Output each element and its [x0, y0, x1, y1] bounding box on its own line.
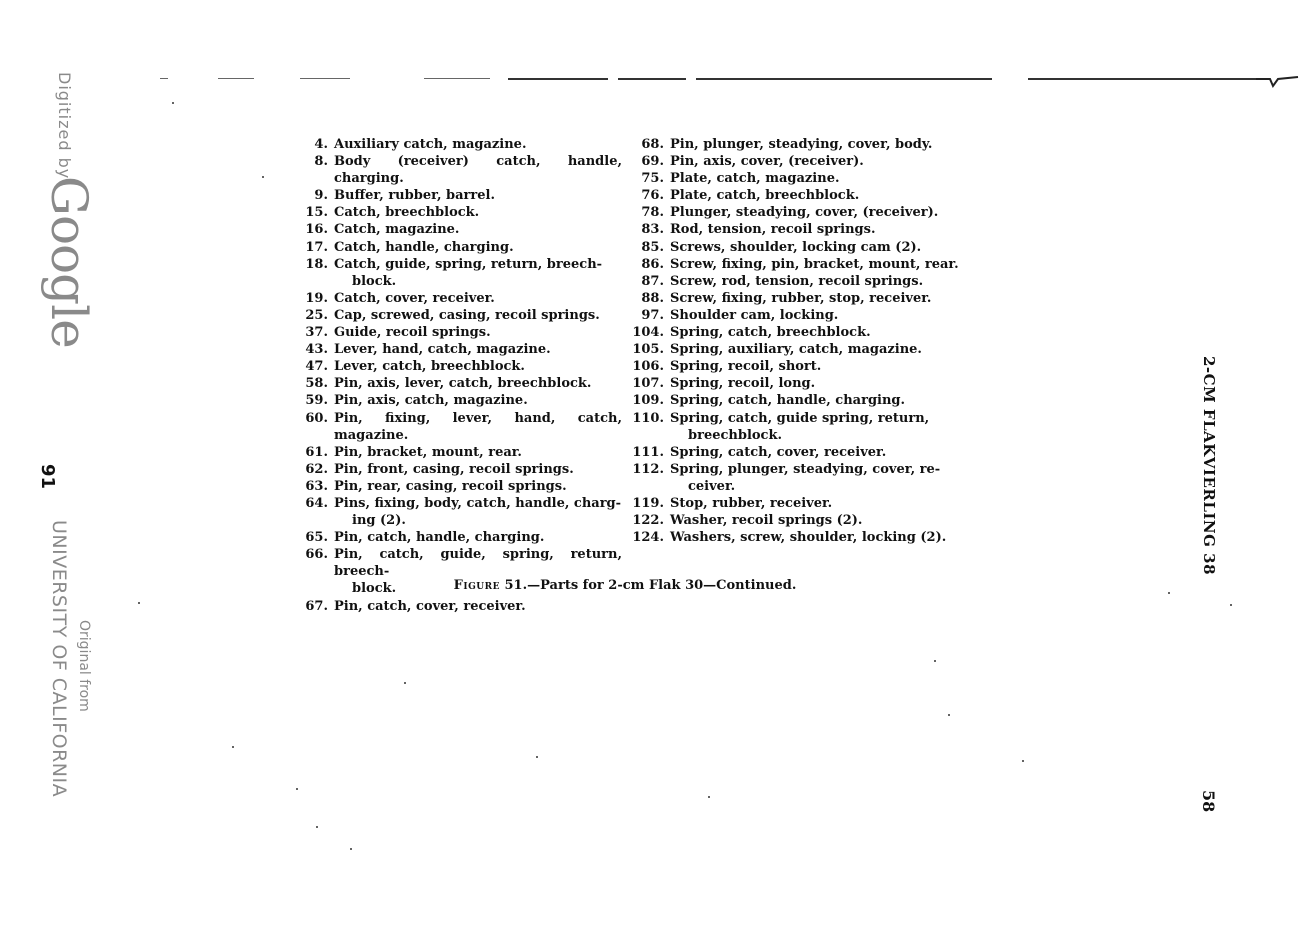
part-description: Pin, bracket, mount, rear. [334, 444, 522, 460]
part-description: Pin, catch, guide, spring, return, breech- [334, 547, 622, 580]
parts-list-item [630, 358, 966, 375]
part-description: Plate, catch, magazine. [670, 171, 840, 187]
parts-list-item [296, 478, 622, 495]
parts-list-item [296, 598, 622, 615]
part-number: 9. [314, 188, 328, 204]
parts-list-item [296, 444, 622, 461]
part-description-continuation: block. [352, 581, 397, 597]
part-description: Screw, fixing, rubber, stop, receiver. [670, 290, 932, 306]
part-number: 4. [314, 137, 328, 152]
scan-speck [350, 848, 352, 850]
page-number-left: 91 [37, 464, 58, 490]
part-number: 122. [632, 513, 664, 529]
part-description: Washers, screw, shoulder, locking (2). [670, 530, 947, 546]
top-rule-segment [696, 78, 992, 80]
part-description: Spring, catch, handle, charging. [670, 393, 906, 409]
parts-list-item [630, 239, 966, 256]
part-description: Catch, guide, spring, return, breech- [334, 256, 603, 272]
part-number: 119. [632, 495, 664, 511]
digitized-by-text: Digitized by [55, 72, 74, 180]
part-number: 58. [305, 376, 328, 392]
part-description: Plate, catch, breechblock. [670, 188, 860, 204]
parts-list-item [296, 392, 622, 409]
parts-list-item [296, 529, 622, 546]
parts-list-item-continuation [630, 478, 966, 495]
parts-list-item [630, 495, 966, 512]
part-description: Spring, recoil, short. [670, 359, 822, 375]
part-description: Pin, rear, casing, recoil springs. [334, 478, 567, 494]
part-number: 85. [641, 239, 664, 255]
part-number: 112. [632, 461, 664, 477]
part-number: 25. [305, 307, 328, 323]
part-description: Spring, catch, breechblock. [670, 325, 871, 341]
part-description: Catch, magazine. [334, 222, 460, 238]
scan-speck [138, 602, 140, 604]
part-description: Pin, catch, handle, charging. [334, 530, 545, 546]
scan-speck [296, 788, 298, 790]
part-description: Spring, plunger, steadying, cover, re- [670, 461, 941, 477]
part-number: 43. [305, 342, 328, 358]
top-rule-segment [218, 78, 254, 79]
part-description: Lever, catch, breechblock. [334, 359, 525, 375]
scan-speck [404, 682, 406, 684]
part-number: 19. [305, 290, 328, 306]
scan-speck [1230, 604, 1232, 606]
parts-list-item [296, 136, 622, 153]
parts-list-item-continuation [296, 273, 622, 290]
parts-list-item [296, 461, 622, 478]
part-description-continuation: block. [352, 273, 397, 289]
part-number: 106. [632, 359, 664, 375]
part-number: 37. [305, 325, 328, 341]
part-description: Cap, screwed, casing, recoil springs. [334, 307, 600, 323]
parts-list-item [630, 221, 966, 238]
parts-list-item [630, 410, 966, 427]
part-description: Plunger, steadying, cover, (receiver). [670, 205, 939, 221]
scan-speck [934, 660, 936, 662]
part-description: Auxiliary catch, magazine. [334, 137, 527, 152]
parts-list-item [630, 153, 966, 170]
page-number-right: 58 [1199, 790, 1218, 813]
part-number-spacer [630, 478, 670, 495]
parts-list-item [296, 341, 622, 358]
scan-speck [232, 746, 234, 748]
part-description: Catch, handle, charging. [334, 239, 514, 255]
top-rule-segment [508, 78, 608, 80]
parts-list-item [296, 256, 622, 273]
part-description: Spring, catch, cover, receiver. [670, 444, 887, 460]
parts-list-left-column [296, 136, 622, 615]
scan-speck [172, 102, 174, 104]
top-rule-segment [618, 78, 686, 80]
parts-list-item [296, 358, 622, 375]
part-number: 17. [305, 239, 328, 255]
parts-list-item [630, 375, 966, 392]
part-number-spacer [630, 427, 670, 444]
part-description: Lever, hand, catch, magazine. [334, 342, 551, 358]
part-number-spacer [296, 512, 334, 529]
part-number: 97. [641, 307, 664, 323]
part-description: Pin, axis, lever, catch, breechblock. [334, 376, 592, 392]
part-description: Rod, tension, recoil springs. [670, 222, 876, 238]
parts-list-item [630, 444, 966, 461]
scan-speck [316, 826, 318, 828]
parts-list-item [296, 324, 622, 341]
figure-label: Figure [453, 578, 500, 593]
parts-list-item [630, 273, 966, 290]
parts-list-item [630, 204, 966, 221]
parts-list-right-column [630, 136, 966, 546]
part-number: 83. [641, 222, 664, 238]
part-number: 78. [641, 205, 664, 221]
scan-speck [708, 796, 710, 798]
part-number: 62. [305, 461, 328, 477]
parts-list-item [296, 204, 622, 221]
part-number: 87. [641, 273, 664, 289]
scan-speck [948, 714, 950, 716]
parts-list-item [296, 375, 622, 392]
parts-list-item [630, 307, 966, 324]
part-number: 104. [632, 325, 664, 341]
part-description: Screw, fixing, pin, bracket, mount, rear. [670, 256, 959, 272]
parts-list-item [630, 461, 966, 478]
part-number: 60. [305, 410, 328, 426]
parts-list-item [630, 290, 966, 307]
part-number: 107. [632, 376, 664, 392]
part-number: 18. [305, 256, 328, 272]
parts-list-item [296, 187, 622, 204]
parts-list-item [296, 546, 622, 580]
part-description: Shoulder cam, locking. [670, 307, 839, 323]
parts-list-item [296, 221, 622, 238]
part-description: Washer, recoil springs (2). [670, 513, 863, 529]
parts-list-item [630, 136, 966, 153]
parts-list-item [296, 290, 622, 307]
parts-list-item [296, 153, 622, 187]
part-description: Buffer, rubber, barrel. [334, 188, 495, 204]
part-description-continuation: ceiver. [688, 478, 736, 494]
part-description: Catch, breechblock. [334, 205, 480, 221]
part-number: 110. [632, 410, 664, 426]
part-number: 111. [632, 444, 664, 460]
part-description: Pin, plunger, steadying, cover, body. [670, 137, 933, 152]
top-rule-segment [300, 78, 350, 79]
part-number: 15. [305, 205, 328, 221]
running-head: 2-CM FLAKVIERLING 38 [1200, 356, 1218, 576]
part-number: 86. [641, 256, 664, 272]
part-number: 76. [641, 188, 664, 204]
part-number: 66. [305, 547, 328, 563]
part-number: 61. [305, 444, 328, 460]
part-description: Body (receiver) catch, handle, charging. [334, 154, 622, 187]
parts-list-item [630, 529, 966, 546]
original-from-watermark: Original from [76, 620, 92, 712]
part-number: 64. [305, 495, 328, 511]
parts-list-item [630, 187, 966, 204]
part-number: 59. [305, 393, 328, 409]
parts-list-item [630, 324, 966, 341]
part-number: 67. [305, 598, 328, 614]
part-description: Screw, rod, tension, recoil springs. [670, 273, 924, 289]
part-description: Catch, cover, receiver. [334, 290, 495, 306]
parts-list-item [630, 512, 966, 529]
parts-list-item-continuation [296, 512, 622, 529]
part-number: 63. [305, 478, 328, 494]
part-description: Stop, rubber, receiver. [670, 495, 833, 511]
part-description: Screws, shoulder, locking cam (2). [670, 239, 922, 255]
part-number: 105. [632, 342, 664, 358]
parts-list-item [630, 170, 966, 187]
part-description: Pin, front, casing, recoil springs. [334, 461, 574, 477]
part-description: Pin, catch, cover, receiver. [334, 598, 526, 614]
part-number: 69. [641, 154, 664, 170]
top-rule-segment [424, 78, 490, 79]
top-rule-segment [1028, 78, 1260, 80]
part-description: Guide, recoil springs. [334, 325, 491, 341]
parts-list-item [296, 410, 622, 444]
part-number: 47. [305, 359, 328, 375]
part-number: 65. [305, 530, 328, 546]
part-number: 68. [641, 137, 664, 152]
part-description-continuation: ing (2). [352, 513, 406, 529]
part-description: Spring, auxiliary, catch, magazine. [670, 342, 922, 358]
rule-end-hook [1256, 74, 1300, 90]
parts-list-item-continuation [630, 427, 966, 444]
parts-list-item [296, 307, 622, 324]
scan-speck [1168, 592, 1170, 594]
scan-speck [262, 176, 264, 178]
university-watermark: UNIVERSITY OF CALIFORNIA [48, 520, 70, 798]
parts-list-item [630, 256, 966, 273]
scan-speck [1022, 760, 1024, 762]
figure-caption [296, 578, 954, 593]
parts-list-item [296, 239, 622, 256]
part-number: 109. [632, 393, 664, 409]
part-number: 16. [305, 222, 328, 238]
part-description: Pins, fixing, body, catch, handle, charg- [334, 495, 622, 511]
part-description-continuation: breechblock. [688, 427, 782, 443]
part-description: Spring, recoil, long. [670, 376, 816, 392]
parts-list-item [296, 495, 622, 512]
part-number: 124. [632, 530, 664, 546]
figure-caption-text: 51.—Parts for 2-cm Flak 30—Continued. [504, 578, 797, 593]
part-number: 75. [641, 171, 664, 187]
part-description: Spring, catch, guide spring, return, [670, 410, 930, 426]
top-rule-segment [160, 78, 168, 79]
part-description: Pin, axis, cover, (receiver). [670, 154, 864, 170]
google-logo-text: Google [40, 176, 98, 348]
part-number: 8. [314, 154, 328, 170]
scan-speck [536, 756, 538, 758]
parts-list-item [630, 392, 966, 409]
part-description: Pin, axis, catch, magazine. [334, 393, 528, 409]
part-number-spacer [296, 273, 334, 290]
part-description: Pin, fixing, lever, hand, catch, magazine. [334, 410, 622, 443]
part-number: 88. [641, 290, 664, 306]
parts-list-item [630, 341, 966, 358]
